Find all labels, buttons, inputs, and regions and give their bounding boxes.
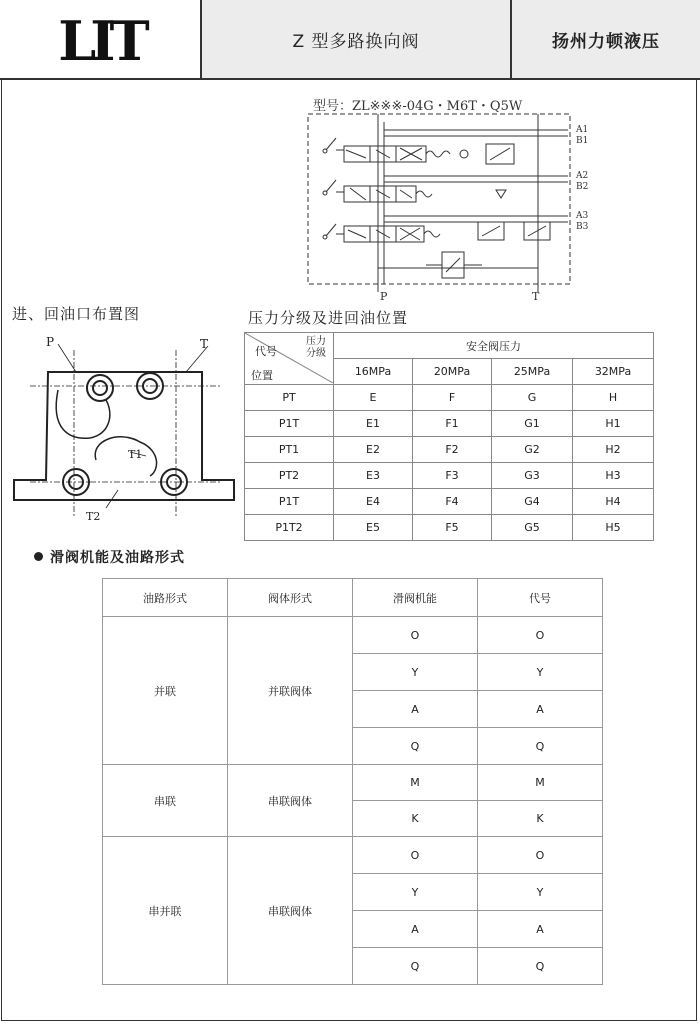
port-label-b1: B1 <box>576 136 589 146</box>
lit-logo <box>0 0 202 78</box>
schematic-outline <box>308 114 570 284</box>
label-t: T <box>200 337 209 351</box>
port-label-b3: B3 <box>576 222 589 232</box>
header-spool-function: 滑阀机能 <box>353 579 478 617</box>
cell-value: G5 <box>492 515 573 541</box>
cell-value: F4 <box>413 489 492 515</box>
cell-value: H2 <box>573 437 654 463</box>
cell-value: G <box>492 385 573 411</box>
cell-code: M <box>478 765 603 801</box>
label-p: P <box>46 335 55 349</box>
pressure-table-title: 压力分级及进回油位置 <box>248 309 409 327</box>
table-row <box>103 617 603 654</box>
cell-function: Q <box>353 948 478 985</box>
port-label-t: T <box>532 290 540 303</box>
cell-function: A <box>353 691 478 728</box>
header-safety-valve-pressure: 安全阀压力 <box>334 333 654 359</box>
col-25mpa: 25MPa <box>492 359 573 385</box>
table-row <box>245 515 654 541</box>
brand-cell <box>512 0 700 78</box>
cell-value: H5 <box>573 515 654 541</box>
valve-section-2 <box>323 176 568 202</box>
cell-value: F <box>413 385 492 411</box>
circuit-series: 串联 <box>103 765 228 837</box>
port-label-p: P <box>380 290 388 303</box>
cell-code: Y <box>478 654 603 691</box>
table-row <box>245 385 654 411</box>
port-hole-p <box>87 375 113 401</box>
page-title: Z 型多路换向阀 <box>292 31 420 52</box>
header-pressure-grade: 压力分级 <box>306 336 326 359</box>
header-code: 代号 <box>255 345 277 358</box>
title-cell <box>202 0 512 78</box>
header-bar <box>0 0 700 80</box>
table-row <box>245 411 654 437</box>
cell-value: G2 <box>492 437 573 463</box>
table-row <box>103 765 603 801</box>
cell-code: Y <box>478 874 603 911</box>
cell-value: G3 <box>492 463 573 489</box>
row-position: P1T <box>245 411 334 437</box>
cell-value: E2 <box>334 437 413 463</box>
cell-value: E4 <box>334 489 413 515</box>
cell-code: O <box>478 617 603 654</box>
valve-section-3 <box>323 216 568 242</box>
cell-value: G4 <box>492 489 573 515</box>
col-16mpa: 16MPa <box>334 359 413 385</box>
cell-code: Q <box>478 948 603 985</box>
row-position: P1T <box>245 489 334 515</box>
brand-name: 扬州力顿液压 <box>552 31 660 52</box>
header-position: 位置 <box>251 369 273 382</box>
cell-function: Y <box>353 654 478 691</box>
logo-text: LIT <box>58 9 144 73</box>
row-position: PT2 <box>245 463 334 489</box>
row-position: PT1 <box>245 437 334 463</box>
col-32mpa: 32MPa <box>573 359 654 385</box>
cell-value: E3 <box>334 463 413 489</box>
port-label-a1: A1 <box>576 125 589 135</box>
cell-function: Y <box>353 874 478 911</box>
circuit-series-parallel: 串并联 <box>103 837 228 985</box>
port-label-a2: A2 <box>576 171 589 181</box>
body-series: 串联阀体 <box>228 765 353 837</box>
header-circuit-type: 油路形式 <box>103 579 228 617</box>
cell-code: O <box>478 837 603 874</box>
cell-function: O <box>353 617 478 654</box>
body-parallel: 并联阀体 <box>228 617 353 765</box>
function-table <box>102 578 603 985</box>
table-row <box>245 437 654 463</box>
header-body-type: 阀体形式 <box>228 579 353 617</box>
row-position: PT <box>245 385 334 411</box>
cell-code: Q <box>478 728 603 765</box>
cell-function: A <box>353 911 478 948</box>
table-row <box>245 463 654 489</box>
cell-function: M <box>353 765 478 801</box>
hydraulic-schematic <box>306 110 596 306</box>
cell-function: Q <box>353 728 478 765</box>
cell-value: F2 <box>413 437 492 463</box>
col-20mpa: 20MPa <box>413 359 492 385</box>
port-label-a3: A3 <box>576 211 589 221</box>
model-label: 型号：ZL※※※-04G・M6T・Q5W <box>313 99 523 114</box>
cell-value: E <box>334 385 413 411</box>
port-layout-drawing <box>10 330 238 526</box>
cell-code: K <box>478 801 603 837</box>
table-row <box>103 837 603 874</box>
bullet-icon <box>34 552 43 561</box>
cell-code: A <box>478 691 603 728</box>
cell-function: K <box>353 801 478 837</box>
circuit-parallel: 并联 <box>103 617 228 765</box>
function-table-title-text: 滑阀机能及油路形式 <box>50 550 185 566</box>
row-position: P1T2 <box>245 515 334 541</box>
pressure-table-corner <box>245 333 334 385</box>
header-code: 代号 <box>478 579 603 617</box>
cell-value: H1 <box>573 411 654 437</box>
cell-value: H3 <box>573 463 654 489</box>
cell-value: H <box>573 385 654 411</box>
cell-code: A <box>478 911 603 948</box>
pressure-table <box>244 332 654 541</box>
cell-value: F1 <box>413 411 492 437</box>
cell-value: G1 <box>492 411 573 437</box>
table-row <box>245 489 654 515</box>
relief-valve <box>426 252 482 278</box>
body-series-2: 串联阀体 <box>228 837 353 985</box>
valve-body-outline <box>14 372 234 500</box>
cell-function: O <box>353 837 478 874</box>
cell-value: F3 <box>413 463 492 489</box>
cell-value: E5 <box>334 515 413 541</box>
port-layout-title: 进、回油口布置图 <box>12 305 141 323</box>
port-label-b2: B2 <box>576 182 589 192</box>
cell-value: E1 <box>334 411 413 437</box>
logo-cell <box>0 0 202 78</box>
label-t1: T1 <box>128 448 143 461</box>
function-table-title <box>34 547 185 567</box>
label-t2: T2 <box>86 510 101 523</box>
cell-value: F5 <box>413 515 492 541</box>
valve-section-1 <box>323 130 568 164</box>
cell-value: H4 <box>573 489 654 515</box>
